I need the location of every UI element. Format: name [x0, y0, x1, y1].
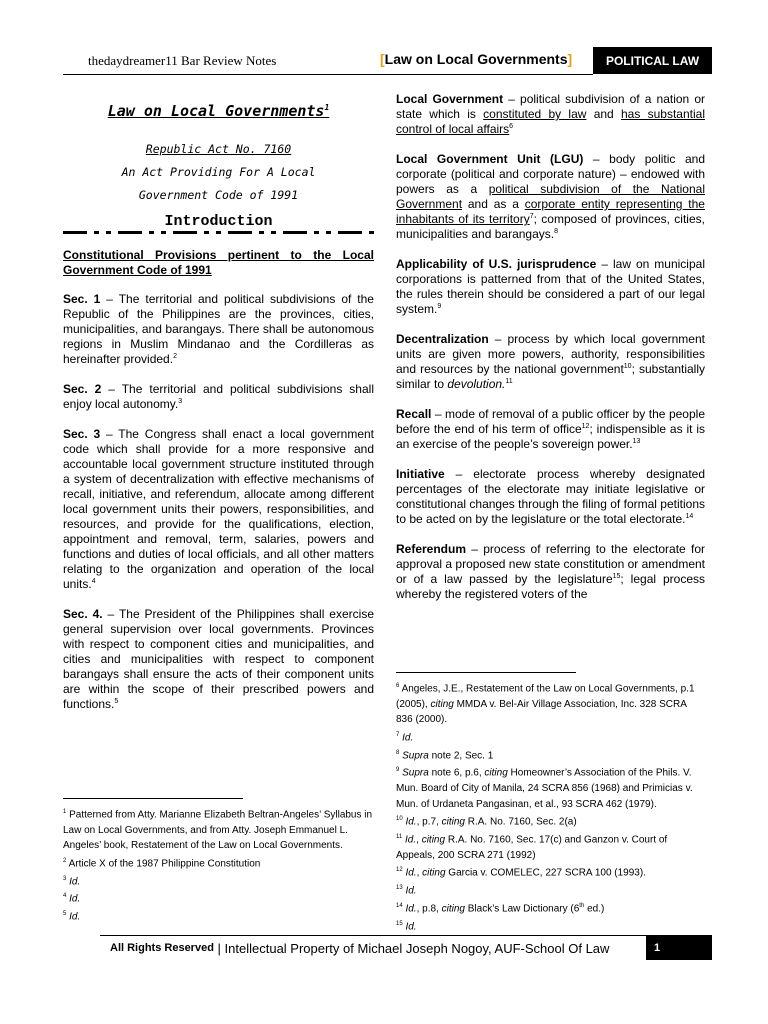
- footnote-5: $^5$ Id.: [63, 911, 81, 923]
- definition-decentralization: Decentralization – process by which local government units are given more powers, authority, responsibilities and resources by the national government$^{10}$; substantially similar to devolution.$^{11}$: [396, 332, 706, 391]
- intro-heading: Introduction: [164, 213, 273, 230]
- page-footer: [100, 935, 712, 960]
- footnote-4: $^4$ Id.: [63, 893, 81, 905]
- footnote-15: $^{15}$ Id.: [396, 920, 417, 933]
- definition-lgu: Local Government Unit (LGU) – body politic and corporate (political and corporate nature) – endowed with powers as a political subdivision of the National Government and as a corporate entity representing the inhabitants of its territory$^7$; composed of provinces, cities, municipalities and barangays.$^8$: [396, 152, 705, 241]
- footnote-12: $^{12}$ Id., citing Garcia v. COMELEC, 227 SCRA 100 (1993).: [396, 867, 646, 879]
- header-subject-text: Law on Local Governments: [384, 51, 568, 67]
- definition-local-government: Local Government – political subdivision of a nation or state which is constituted by law and has substantial control of local affairs$^6$: [396, 92, 705, 136]
- section-3: Sec. 3 – The Congress shall enact a local government code which shall provide for a more responsive and accountable local government structure instituted through a system of decentralization with effective mechanisms of recall, initiative, and referendum, allocate among different local government units their powers, responsibilities, and resources, and provide for the qualifications, election, appointment and removal, term, salaries, powers and functions and duties of local officials, and all other matters relating to the organization and operation of the local units.$^4$: [63, 427, 374, 591]
- header-note-title: thedaydreamer11 Bar Review Notes: [88, 53, 277, 68]
- subtitle-line-1: Republic Act No. 7160: [145, 142, 292, 156]
- subtitle-line-3: Government Code of 1991: [138, 188, 299, 202]
- footnote-rule-right: [396, 672, 576, 673]
- page-number: 1: [646, 936, 712, 960]
- decorative-dash-line: [63, 231, 374, 234]
- footnote-8: $^8$ Supra note 2, Sec. 1: [396, 749, 494, 761]
- footnote-11: $^{11}$ Id., citing R.A. No. 7160, Sec. 17(c) and Ganzon v. Court of Appeals, 200 SCRA 271 (1992): [396, 834, 668, 861]
- constitutional-provisions-heading: Constitutional Provisions pertinent to the Local Government Code of 1991: [63, 248, 374, 277]
- bracket-open: [: [380, 51, 385, 67]
- footnote-9: $^9$ Supra note 6, p.6, citing Homeowner’s Association of the Phils. V. Mun. Board of City of Manila, 24 SCRA 856 (1968) and Primicias v. Mun. of Urdaneta Pangasinan, et al., 93 SCRA 462 (1979).: [396, 767, 693, 810]
- footnote-14: $^{14}$ Id., p.8, citing Black’s Law Dictionary (6th ed.): [396, 903, 605, 915]
- left-column: [63, 96, 374, 727]
- footer-rights: All Rights Reserved: [110, 942, 214, 954]
- title-footnote-ref: 1: [324, 103, 330, 112]
- footnote-1: $^1$ Patterned from Atty. Marianne Elizabeth Beltran-Angeles’ Syllabus in Law on Local Governments, and from Atty. Joseph Emmanuel L. Angeles’ book, Restatement of the Law on Local Governments.: [63, 809, 373, 852]
- header-subject: [380, 51, 572, 67]
- definition-referendum: Referendum – process of referring to the electorate for approval a proposed new state constitution or amendment or of a law passed by the legislature$^{15}$; legal process whereby the registered voters of the: [396, 542, 705, 601]
- footer-separator: |: [213, 940, 225, 956]
- section-4: Sec. 4. – The President of the Philippines shall exercise general supervision over local governments. Provinces with respect to component cities and municipalities, and cities and municipalities with respect to component barangays shall ensure the acts of their component units are within the scope of their prescribed powers and functions.$^5$: [63, 607, 374, 711]
- section-2: Sec. 2 – The territorial and political subdivisions shall enjoy local autonomy.$^3$: [63, 382, 374, 411]
- bracket-close: ]: [567, 51, 573, 67]
- footer-property: Intellectual Property of Michael Joseph Nogoy, AUF-School Of Law: [224, 940, 610, 956]
- footnote-2: $^2$ Article X of the 1987 Philippine Constitution: [63, 857, 261, 870]
- definition-initiative: Initiative – electorate process whereby designated percentages of the electorate may initiate legislative or constitutional changes through the filing of formal petitions to be acted on by the legislature or the total electorate.$^{14}$: [396, 467, 705, 526]
- footnote-10: $^{10}$ Id., p.7, citing R.A. No. 7160, Sec. 2(a): [396, 816, 577, 828]
- footnote-3: $^3$ Id.: [63, 875, 81, 887]
- footnotes-right: [396, 672, 705, 935]
- footnote-13: $^{13}$ Id.: [396, 885, 417, 897]
- right-column: [396, 92, 705, 617]
- header-badge: POLITICAL LAW: [593, 47, 712, 74]
- footnotes-left: [63, 798, 374, 925]
- footnote-7: $^7$ Id.: [396, 731, 414, 744]
- header-rule: [63, 74, 593, 75]
- definition-us-jurisprudence: Applicability of U.S. jurisprudence – law on municipal corporations is patterned from that of the United States, the rules therein should be considered a part of our legal system.$^9$: [396, 257, 705, 316]
- section-1: Sec. 1 – The territorial and political subdivisions of the Republic of the Philippines are the provinces, cities, municipalities, and barangays. There shall be autonomous regions in Muslim Mindanao and the Cordilleras as hereinafter provided.$^2$: [63, 292, 374, 366]
- subtitle-line-2: An Act Providing For A Local: [121, 165, 316, 179]
- document-subtitle: [63, 138, 374, 207]
- footnote-rule-left: [63, 798, 243, 799]
- document-title: Law on Local Governments$^1$: [107, 102, 330, 120]
- definition-recall: Recall – mode of removal of a public officer by the people before the end of his term of office$^{12}$; indispensible as it is an exercise of the people’s sovereign power.$^{13}$: [396, 407, 705, 451]
- footnote-6: $^6$ Angeles, J.E., Restatement of the Law on Local Governments, p.1 (2005), citing MMDA v. Bel-Air Village Association, Inc. 328 SCRA 836 (2000).: [396, 683, 695, 726]
